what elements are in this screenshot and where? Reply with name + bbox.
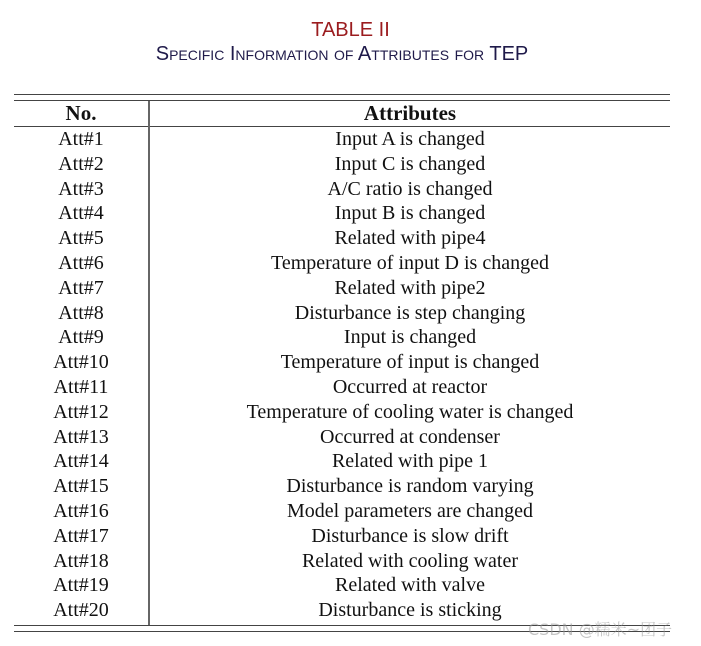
top-rule-1 — [14, 94, 670, 95]
table-row — [14, 301, 670, 326]
cell-no: Att#20 — [53, 599, 109, 622]
table-row — [14, 573, 670, 598]
cell-no: Att#4 — [58, 202, 104, 225]
table-row — [14, 375, 670, 400]
cell-attribute: Related with cooling water — [301, 549, 519, 572]
cell-no: Att#1 — [58, 128, 104, 150]
table-row — [14, 524, 670, 549]
table-row — [14, 350, 670, 375]
watermark: CSDN @糯米~团子 — [528, 620, 673, 639]
cell-attribute: Input C is changed — [334, 152, 486, 175]
cell-no: Att#2 — [58, 152, 104, 175]
cell-attribute: Disturbance is sticking — [318, 599, 502, 622]
cell-no: Att#18 — [53, 549, 109, 572]
cell-attribute: Input A is changed — [335, 128, 485, 150]
cell-attribute: Occurred at reactor — [332, 376, 488, 398]
table-row — [14, 276, 670, 301]
cell-attribute: Model parameters are changed — [287, 500, 533, 522]
cell-no: Att#12 — [53, 400, 109, 423]
table-row — [14, 201, 670, 226]
cell-attribute: A/C ratio is changed — [327, 177, 493, 200]
cell-no: Att#19 — [53, 574, 109, 597]
cell-attribute: Input B is changed — [334, 202, 486, 225]
cell-no: Att#8 — [58, 301, 104, 324]
table-row — [14, 251, 670, 276]
table-row — [14, 499, 670, 524]
cell-no: Att#13 — [53, 425, 109, 448]
table-row — [14, 449, 670, 474]
cell-attribute: Disturbance is step changing — [294, 301, 526, 324]
cell-no: Att#14 — [53, 450, 109, 473]
cell-attribute: Occurred at condenser — [320, 425, 500, 448]
table-row — [14, 127, 670, 152]
table-row — [14, 400, 670, 425]
cell-no: Att#17 — [53, 524, 109, 547]
table-header-row — [14, 100, 670, 126]
cell-attribute: Temperature of input D is changed — [271, 252, 549, 274]
cell-no: Att#11 — [53, 376, 109, 398]
table-row — [14, 177, 670, 202]
table-row — [14, 325, 670, 350]
cell-no: Att#9 — [58, 326, 104, 349]
cell-no: Att#5 — [58, 227, 104, 250]
cell-no: Att#3 — [58, 177, 104, 200]
cell-no: Att#15 — [53, 475, 109, 498]
cell-attribute: Disturbance is random varying — [286, 475, 534, 498]
table-row — [14, 474, 670, 499]
header-no: No. — [65, 101, 97, 125]
cell-attribute: Temperature of cooling water is changed — [246, 400, 574, 423]
table-caption-title: TABLE II — [311, 19, 390, 41]
cell-attribute: Input is changed — [343, 326, 477, 349]
table-row — [14, 152, 670, 177]
cell-attribute: Related with pipe2 — [334, 276, 486, 299]
table-row — [14, 226, 670, 251]
cell-no: Att#16 — [53, 500, 109, 522]
cell-attribute: Temperature of input is changed — [280, 351, 540, 374]
header-attributes: Attributes — [363, 101, 457, 125]
table-row — [14, 425, 670, 450]
table-row — [14, 549, 670, 574]
table-caption-subtitle: Specific Information of Attributes for TEP — [155, 43, 529, 65]
cell-no: Att#10 — [53, 351, 109, 374]
cell-no: Att#7 — [58, 276, 104, 299]
cell-attribute: Disturbance is slow drift — [311, 524, 509, 547]
cell-attribute: Related with pipe4 — [334, 227, 486, 250]
cell-attribute: Related with pipe 1 — [331, 450, 489, 473]
cell-no: Att#6 — [58, 252, 104, 274]
cell-attribute: Related with valve — [335, 574, 485, 597]
